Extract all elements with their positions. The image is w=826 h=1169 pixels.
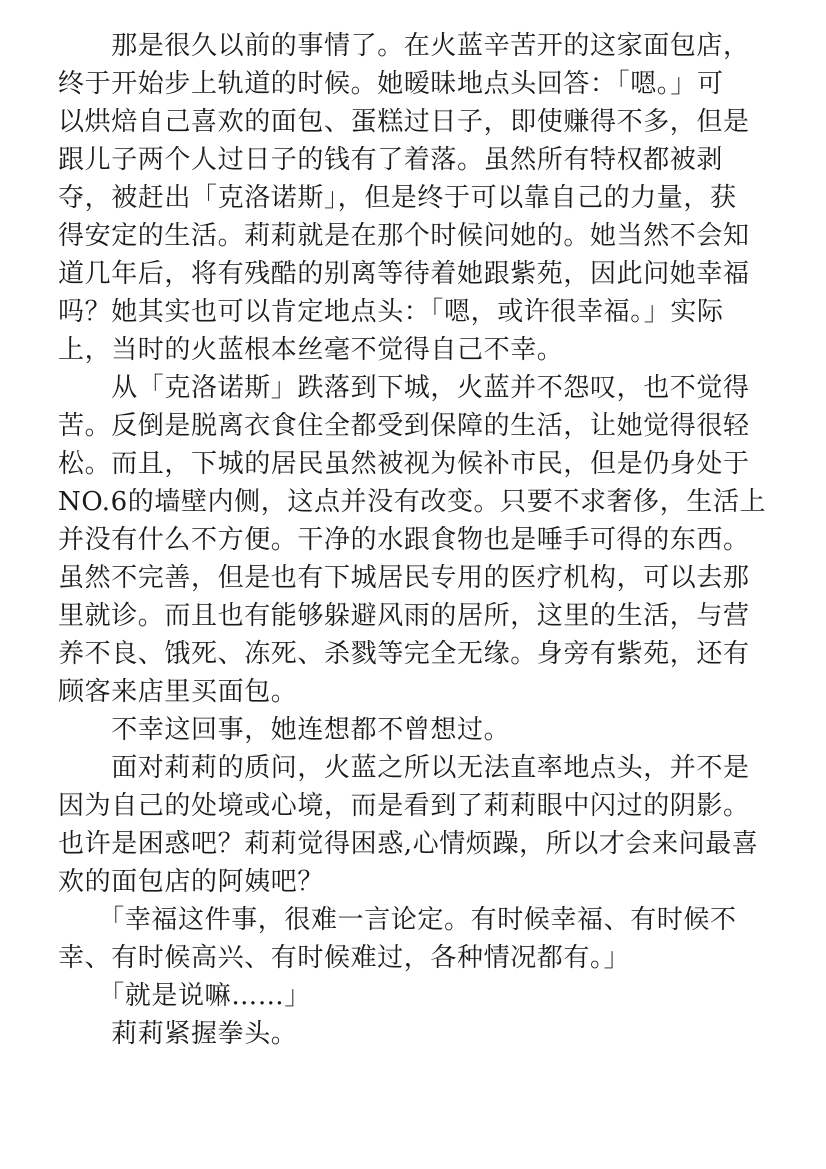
text-line: 道几年后，将有残酷的别离等待着她跟紫苑，因此问她幸福: [58, 259, 750, 289]
text-line: 以烘焙自己喜欢的面包、蛋糕过日子，即使赚得不多，但是: [58, 107, 750, 137]
text-line: 「幸福这件事，很难一言论定。有时候幸福、有时候不: [58, 905, 737, 935]
text-line: 跟儿子两个人过日子的钱有了着落。虽然所有特权都被剥: [58, 145, 724, 175]
text-line: 不幸这回事，她连想都不曾想过。: [58, 715, 511, 745]
text-line: 因为自己的处境或心境，而是看到了莉莉眼中闪过的阴影。: [58, 791, 750, 821]
text-line: 那是很久以前的事情了。在火蓝辛苦开的这家面包店，: [58, 31, 750, 61]
text-line: NO.6的墙壁内侧，这点并没有改变。只要不求奢侈，生活上: [58, 487, 767, 517]
text-line: 并没有什么不方便。干净的水跟食物也是唾手可得的东西。: [58, 525, 750, 555]
text-line: 面对莉莉的质问，火蓝之所以无法直率地点头，并不是: [58, 753, 750, 783]
text-line: 苦。反倒是脱离衣食住全都受到保障的生活，让她觉得很轻: [58, 411, 750, 441]
text-line: 虽然不完善，但是也有下城居民专用的医疗机构，可以去那: [58, 563, 750, 593]
text-line: 幸、有时候高兴、有时候难过，各种情况都有。」: [58, 943, 631, 973]
text-line: 夺，被赶出「克洛诺斯」，但是终于可以靠自己的力量，获: [58, 183, 737, 213]
text-line: 顾客来店里买面包。: [58, 677, 298, 707]
text-line: 欢的面包店的阿姨吧？: [58, 867, 325, 897]
text-line: 莉莉紧握拳头。: [58, 1019, 298, 1049]
text-line: 里就诊。而且也有能够躲避风雨的居所，这里的生活，与营: [58, 601, 750, 631]
text-line: 从「克洛诺斯」跌落到下城，火蓝并不怨叹，也不觉得: [58, 373, 750, 403]
text-line: 终于开始步上轨道的时候。她暧昧地点头回答：「嗯。」可: [58, 69, 724, 99]
text-line: 得安定的生活。莉莉就是在那个时候问她的。她当然不会知: [58, 221, 750, 251]
text-line: 吗？她其实也可以肯定地点头：「嗯，或许很幸福。」实际: [58, 297, 724, 327]
text-line: 也许是困惑吧？莉莉觉得困惑,心情烦躁，所以才会来问最喜: [58, 829, 759, 859]
text-line: 上，当时的火蓝根本丝毫不觉得自己不幸。: [58, 335, 564, 365]
text-line: 「就是说嘛……」: [58, 981, 312, 1011]
text-line: 松。而且，下城的居民虽然被视为候补市民，但是仍身处于: [58, 449, 750, 479]
text-line: 养不良、饿死、冻死、杀戮等完全无缘。身旁有紫苑，还有: [58, 639, 750, 669]
